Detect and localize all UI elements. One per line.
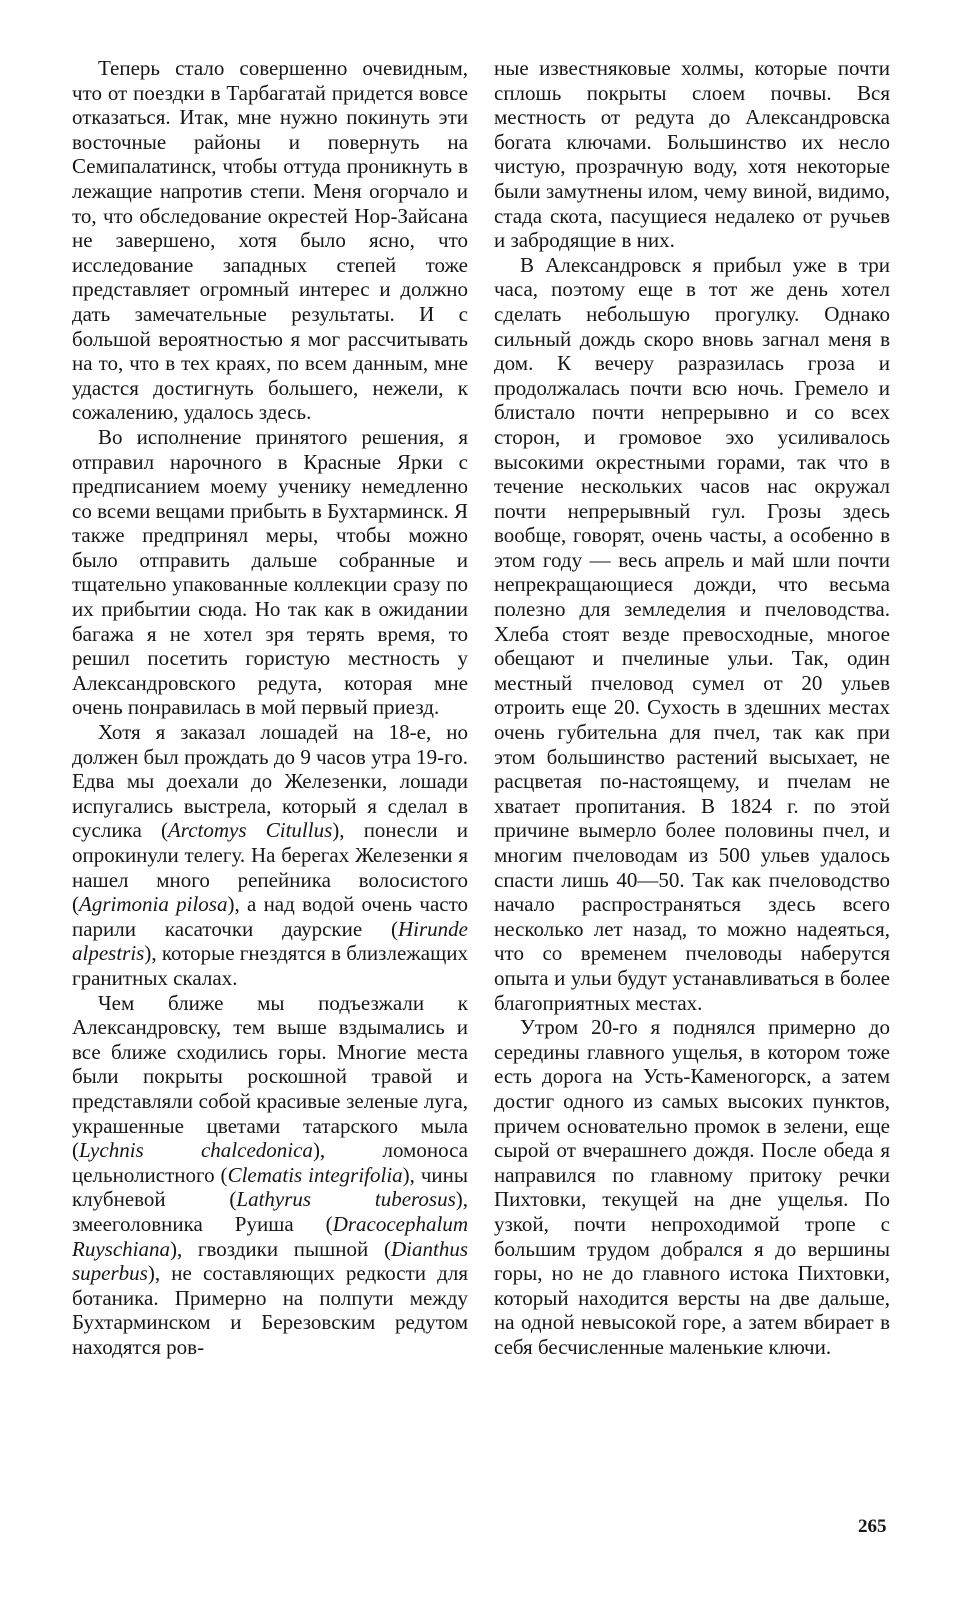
latin-name: Dracocephalum Ruyschiana (72, 1211, 468, 1261)
latin-name: Dianthus superbus (72, 1236, 468, 1286)
latin-name: Lychnis chalcedonica (79, 1138, 313, 1163)
paragraph: В Александровск я прибыл уже в три часа, поэтому еще в тот же день хотел сделать небольшую прогулку. Однако сильный дождь скоро вновь загнал меня в дом. К вечеру разразилась гроза и продолжалась почти всю ночь. Гремело и блистало почти непрерывно и со всех сторон, и громовое эхо усиливалось высокими окрестными горами, так что в течение нескольких часов нас окружал почти непрерывный гул. Грозы здесь вообще, говорят, очень часты, а особенно в этом году — весь апрель и май шли почти непрекращающиеся дожди, что весьма полезно для земледелия и пчеловодства. Хлеба стоят везде превосходные, многое обещают и пчелиные ульи. Так, один местный пчеловод сумел от 20 ульев отроить еще 20. Сухость в здешних местах очень губительна для пчел, так как при этом большинство растений высыхает, не расцветая по-настоящему, и пчелам не хватает пропитания. В 1824 г. по этой причине вымерло более половины пчел, и многим пчеловодам из 500 ульев удалось спасти лишь 40—50. Так как пчеловодство начало распространяться здесь всего несколько лет назад, то можно надеяться, что со временем пчеловоды наберутся опыта и ульи будут устанавливаться в более благоприятных местах. (494, 252, 890, 1015)
text-run: ), змееголовника Руиша ( (72, 1187, 469, 1236)
latin-name: Lathyrus tuberosus (236, 1187, 456, 1212)
paragraph: Теперь стало совершенно очевидным, что от поездки в Тарбагатай придется вовсе отказаться. Итак, мне нужно покинуть эти восточные районы и повернуть на Семипалатинск, чтобы оттуда проникнуть в лежащие напротив степи. Меня огорчало и то, что обследование окрестей Нор-Зайсана не завершено, хотя было ясно, что исследование западных степей тоже представляет огромный интерес и должно дать замечательные результаты. И с большой вероятностью я мог рассчитывать на то, что в тех краях, по всем данным, мне удастся достигнуть большего, нежели, к сожалению, удалось здесь. (72, 56, 468, 425)
latin-name: Arctomys Citullus (167, 818, 333, 843)
text-run: ), чины клубневой ( (72, 1162, 468, 1212)
paragraph (72, 991, 468, 1360)
left-text-column (72, 56, 468, 1359)
paragraph: Во исполнение принятого решения, я отправил нарочного в Красные Ярки с предписанием моему ученику немедленно со всеми вещами прибыть в Бухтарминск. Я также предпринял меры, чтобы можно было отправить дальше собранные и тщательно упакованные коллекции сразу по их прибытии сюда. Но так как в ожидании багажа я не хотел зря терять время, то решил посетить гористую местность у Александровского редута, которая мне очень понравилась в мой первый приезд. (72, 424, 468, 720)
right-text-column (494, 56, 890, 1359)
latin-name: Clematis integrifolia (227, 1162, 403, 1187)
paragraph: ные известняковые холмы, которые почти сплошь покрыты слоем почвы. Вся местность от редута до Александровска богата ключами. Большинство их несло чистую, прозрачную воду, хотя некоторые были замутнены илом, чему виной, видимо, стада скота, пасущиеся недалеко от ручьев и забродящие в них. (494, 56, 890, 253)
latin-name: Agrimonia pilosa (79, 892, 228, 917)
text-run: Чем ближе мы подъезжали к Александровску, тем выше вздымались и все ближе сходились горы. Многие места были покрыты роскошной травой и представляли собой красивые зеленые луга, украшенные цветами татарского мыла ( (72, 990, 468, 1163)
paragraph: Утром 20-го я поднялся примерно до середины главного ущелья, в котором тоже есть дорога на Усть-Каменогорск, а затем достиг одного из самых высоких пунктов, причем основательно промок в зелени, еще сырой от вчерашнего дождя. После обеда я направился по главному притоку речки Пихтовки, текущей на дне ущелья. По узкой, почти непроходимой тропе с большим трудом добрался я до вершины горы, но не до главного истока Пихтовки, который находится версты на две дальше, на одной невысокой горе, а затем вбирает в себя бесчисленные маленькие ключи. (494, 1015, 890, 1359)
text-run: ), которые гнездятся в близлежащих гранитных скалах. (72, 941, 469, 990)
text-run: ), ломоноса цельнолистного ( (72, 1138, 468, 1187)
page-number: 265 (858, 1516, 887, 1537)
text-run: ), не составляющих редкости для ботаника. Примерно на полпути между Бухтарминском и Березовским редутом находятся ров- (72, 1261, 468, 1359)
text-run: ), гвоздики пышной ( (169, 1236, 391, 1261)
text-run: ), а над водой очень часто парили касаточки даурские ( (72, 892, 468, 941)
latin-name: Hirunde alpestris (72, 916, 468, 966)
paragraph (72, 720, 468, 991)
text-run: Хотя я заказал лошадей на 18-е, но должен был прождать до 9 часов утра 19-го. Едва мы доехали до Железенки, лошади испугались выстрела, который я сделал в суслика ( (72, 720, 468, 843)
text-run: ), понесли и опрокинули телегу. На берегах Железенки я нашел много репейника волосистого ( (72, 818, 468, 917)
